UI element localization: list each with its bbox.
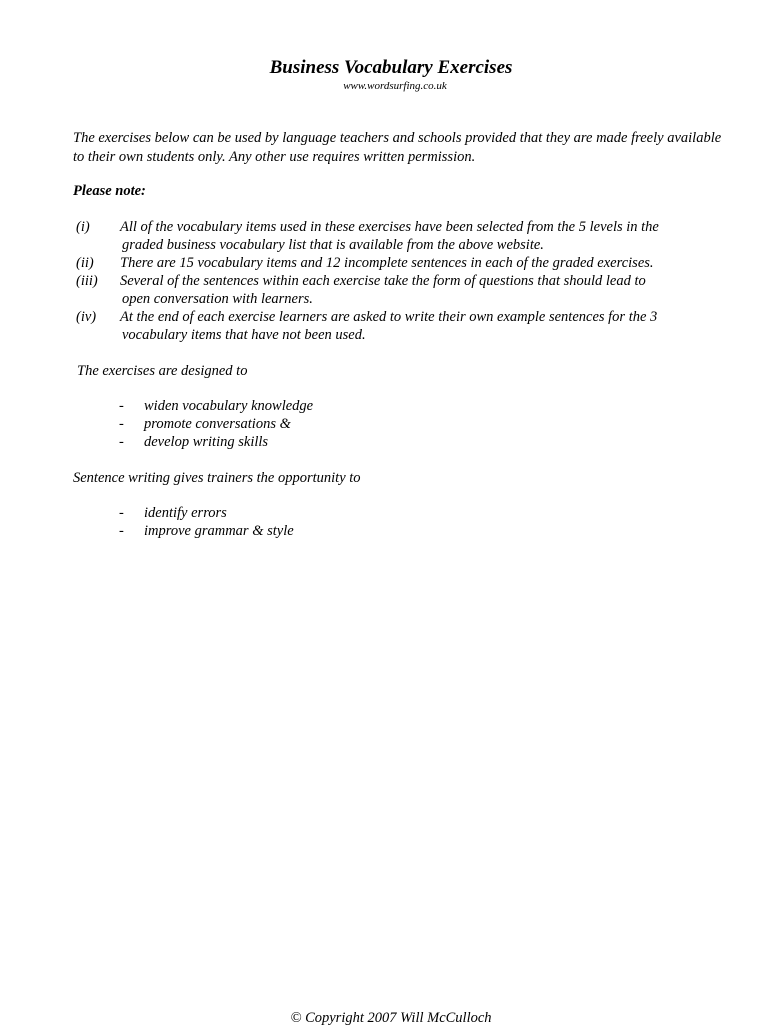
designed-intro: The exercises are designed to: [77, 363, 248, 379]
note-text: [120, 272, 716, 308]
note-number: (i): [76, 219, 90, 235]
dash-bullet: -: [119, 398, 124, 414]
note-line-continued: open conversation with learners.: [122, 291, 313, 307]
dash-bullet: -: [119, 434, 124, 450]
list-item: [119, 433, 313, 451]
note-item: [76, 254, 716, 272]
writing-list: [119, 504, 294, 540]
website-url: www.wordsurfing.co.uk: [343, 80, 447, 92]
list-item: [119, 504, 294, 522]
note-number: (ii): [76, 255, 94, 271]
dash-bullet: -: [119, 416, 124, 432]
list-item-text: identify errors: [144, 505, 227, 521]
designed-list: [119, 397, 313, 451]
note-text: [120, 308, 716, 344]
writing-intro: Sentence writing gives trainers the opportunity to: [73, 470, 361, 486]
note-line-continued: vocabulary items that have not been used.: [122, 327, 366, 343]
note-line: There are 15 vocabulary items and 12 incomplete sentences in each of the graded exercises.: [120, 255, 654, 271]
note-number: (iii): [76, 273, 98, 289]
copyright-footer: © Copyright 2007 Will McCulloch: [290, 1010, 492, 1026]
note-text: [120, 254, 716, 272]
dash-bullet: -: [119, 505, 124, 521]
list-item: [119, 415, 313, 433]
note-line: At the end of each exercise learners are asked to write their own example sentences for the 3: [120, 309, 658, 325]
note-item: [76, 218, 716, 254]
dash-bullet: -: [119, 523, 124, 539]
note-line: Several of the sentences within each exercise take the form of questions that should lead to: [120, 273, 646, 289]
list-item: [119, 522, 294, 540]
note-line: All of the vocabulary items used in these exercises have been selected from the 5 levels in the: [120, 219, 659, 235]
note-item: [76, 308, 716, 344]
list-item-text: widen vocabulary knowledge: [144, 398, 314, 414]
list-item-text: improve grammar & style: [144, 523, 294, 539]
note-text: [120, 218, 716, 254]
note-heading: Please note:: [73, 183, 146, 199]
list-item-text: develop writing skills: [144, 434, 269, 450]
note-number: (iv): [76, 309, 97, 325]
document-title: Business Vocabulary Exercises: [269, 57, 513, 78]
notes-list: [76, 218, 716, 344]
note-line-continued: graded business vocabulary list that is available from the above website.: [122, 237, 544, 253]
intro-paragraph: The exercises below can be used by language teachers and schools provided that they are made freely available to their own students only. Any other use requires written permission.: [73, 130, 722, 165]
note-item: [76, 272, 716, 308]
list-item: [119, 397, 313, 415]
list-item-text: promote conversations &: [144, 416, 291, 432]
